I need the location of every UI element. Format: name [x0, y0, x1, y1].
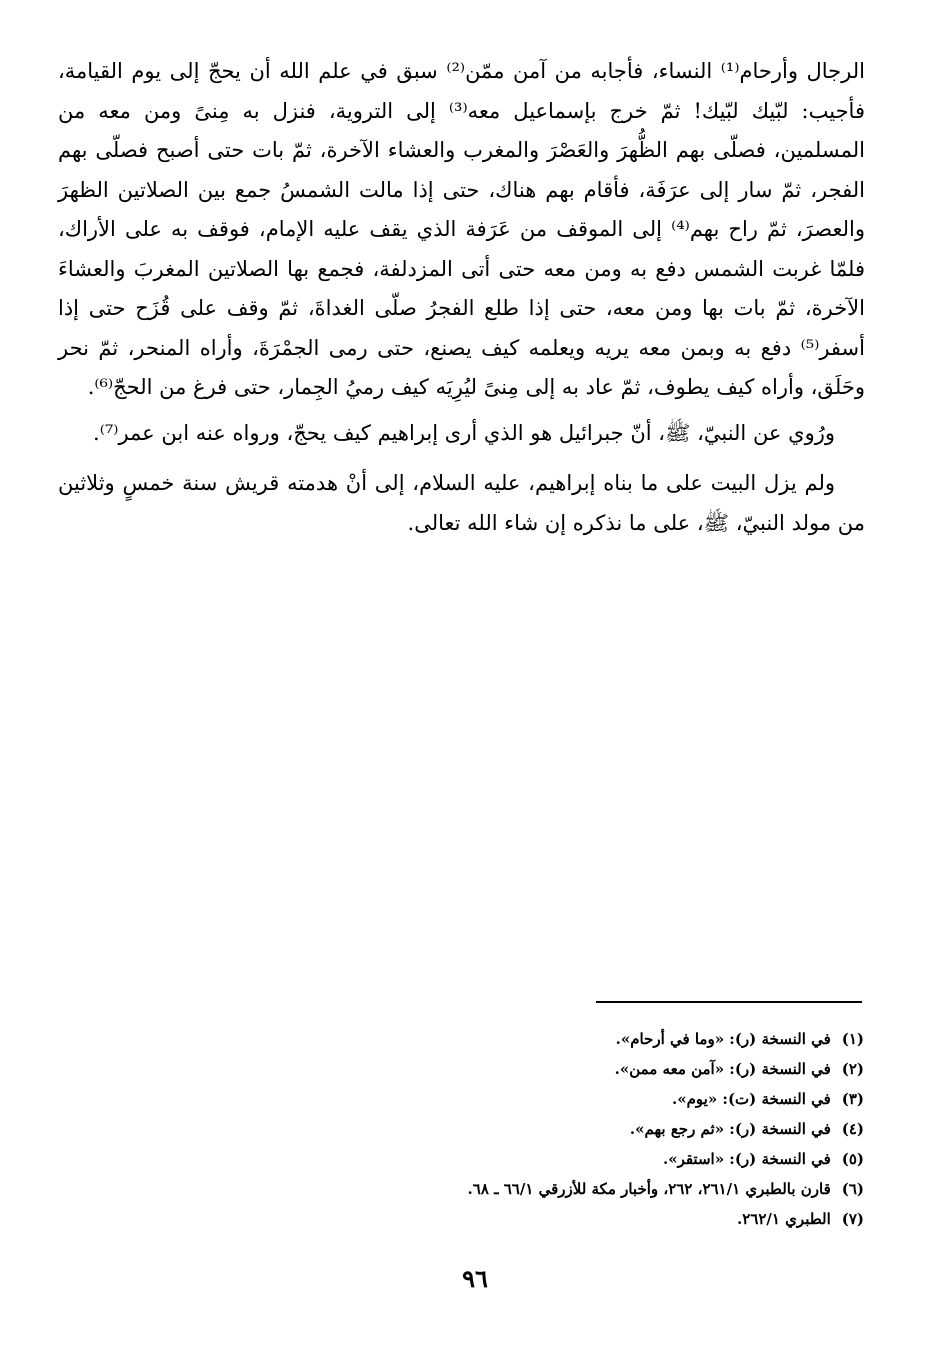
footnote-text: في النسخة (ر): «استقر». — [662, 1150, 831, 1168]
footnote-text: في النسخة (ت): «يوم». — [672, 1090, 831, 1108]
footnote-5 — [304, 1144, 864, 1174]
footnote-number: (١) — [841, 1030, 864, 1048]
main-text — [58, 52, 865, 543]
footnotes — [304, 1024, 864, 1234]
paragraph-2: ورُوي عن النبيّ، ﷺ، أنّ جبرائيل هو الذي أرى إبراهيم كيف يحجّ، ورواه عنه ابن عمر⁽⁷⁾. — [93, 420, 835, 445]
footnote-text: في النسخة (ر): «ثم رجع بهم». — [629, 1120, 831, 1138]
footnote-separator — [596, 1001, 862, 1003]
footnote-number: (٦) — [841, 1180, 864, 1198]
footnote-number: (٧) — [841, 1210, 864, 1228]
paragraph-3: ولم يزل البيت على ما بناه إبراهيم، عليه السلام، إلى أنْ هدمته قريش سنة خمسٍ وثلاثين من مولد النبيّ، ﷺ، على ما نذكره إن شاء الله تعالى. — [58, 471, 865, 535]
footnote-text: في النسخة (ر): «آمن معه ممن». — [614, 1060, 831, 1078]
footnote-text: الطبري ٢٦٢/١. — [737, 1210, 831, 1228]
footnote-number: (٥) — [841, 1150, 864, 1168]
footnote-number: (٢) — [841, 1060, 864, 1078]
footnote-number: (٣) — [841, 1090, 864, 1108]
footnote-text: في النسخة (ر): «وما في أرحام». — [615, 1030, 831, 1048]
footnote-6 — [304, 1174, 864, 1204]
footnote-2 — [304, 1054, 864, 1084]
footnote-3 — [304, 1084, 864, 1114]
footnote-text: قارن بالطبري ٢٦١/١، ٢٦٢، وأخبار مكة للأزرقي ٦٦/١ ـ ٦٨. — [467, 1180, 831, 1198]
footnote-1 — [304, 1024, 864, 1054]
page-number: ٩٦ — [462, 1264, 488, 1293]
paragraph-1: الرجال وأرحام⁽¹⁾ النساء، فأجابه من آمن ممّن⁽²⁾ سبق في علم الله أن يحجّ إلى يوم القيامة، فأجيب: لبّيك لبّيك! ثمّ خرج بإسماعيل معه⁽³⁾ إلى التروية، فنزل به مِنىً ومن معه من المسلمين، فصلّى بهم الظُّهرَ والعَصْرَ والمغرب والعشاء الآخرة، ثمّ بات حتى أصبح فصلّى بهم الفجر، ثمّ سار إلى عرَفَة، فأقام بهم هناك، حتى إذا مالت الشمسُ جمع بين الصلاتين الظهرَ والعصرَ، ثمّ راح بهم⁽⁴⁾ إلى الموقف من عَرَفة الذي يقف عليه الإمام، فوقف به على الأراك، فلمّا غربت الشمس دفع به ومن معه حتى أتى المزدلفة، فجمع بها الصلاتين المغربَ والعشاءَ الآخرة، ثمّ بات بها ومن معه، حتى إذا طلع الفجرُ صلّى الغداةَ، ثمّ وقف على قُزَح حتى إذا أسفر⁽⁵⁾ دفع به وبمن معه يريه ويعلمه كيف يصنع، حتى رمى الجمْرَةَ، وأراه المنحر، ثمّ نحر وحَلَق، وأراه كيف يطوف، ثمّ عاد به إلى مِنىً ليُرِيَه كيف رميُ الجِمار، حتى فرغ من الحجّ⁽⁶⁾. — [58, 59, 865, 399]
footnote-7 — [304, 1204, 864, 1234]
footnote-4 — [304, 1114, 864, 1144]
footnote-number: (٤) — [841, 1120, 864, 1138]
